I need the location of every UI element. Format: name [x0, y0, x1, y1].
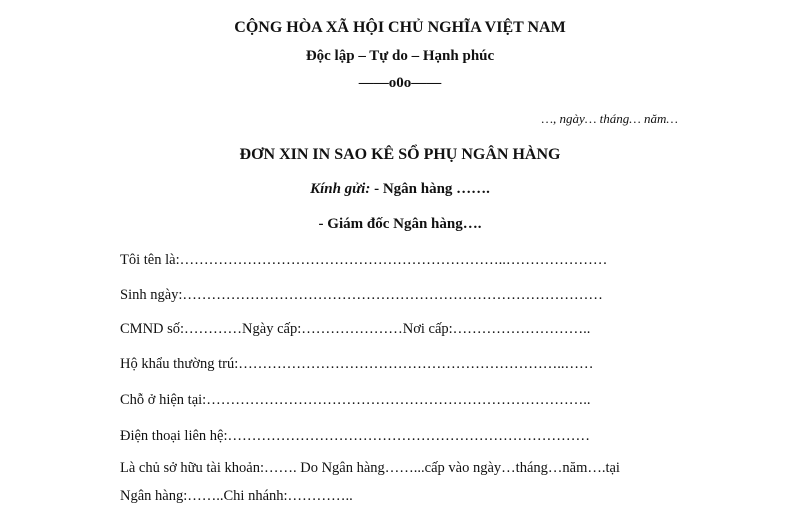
field-full-name: Tôi tên là:…………………………………………………………..………………… [120, 252, 608, 268]
field-current-address: Chỗ ở hiện tại:…………………………………………………………………….. [120, 392, 591, 408]
field-account-owner: Là chủ sở hữu tài khoản:……. Do Ngân hàng……...cấp vào ngày…tháng…năm….tại [120, 460, 620, 476]
field-phone: Điện thoại liên hệ:………………………………………………………………… [120, 428, 591, 444]
recipient-label: Kính gửi: [310, 181, 371, 197]
field-permanent-address: Hộ khẩu thường trú:…………………………………………………………..…… [120, 356, 594, 372]
recipient-line-2: - Giám đốc Ngân hàng…. [318, 216, 482, 232]
motto: Độc lập – Tự do – Hạnh phúc [305, 48, 495, 64]
date-line: …, ngày… tháng… năm… [541, 111, 678, 126]
nation-heading: CỘNG HÒA XÃ HỘI CHỦ NGHĨA VIỆT NAM [234, 19, 566, 36]
field-birth-date: Sinh ngày:…………………………………………………………………………… [120, 287, 603, 303]
recipient-line-1 [0, 180, 800, 198]
recipient-bank: - Ngân hàng ……. [370, 181, 490, 197]
separator: ——o0o—— [358, 75, 442, 91]
field-id-card: CMND số:…………Ngày cấp:…………………Nơi cấp:……………………….. [120, 321, 591, 337]
document-title: ĐƠN XIN IN SAO KÊ SỔ PHỤ NGÂN HÀNG [239, 146, 561, 163]
field-bank-branch: Ngân hàng:……..Chi nhánh:………….. [120, 488, 353, 504]
